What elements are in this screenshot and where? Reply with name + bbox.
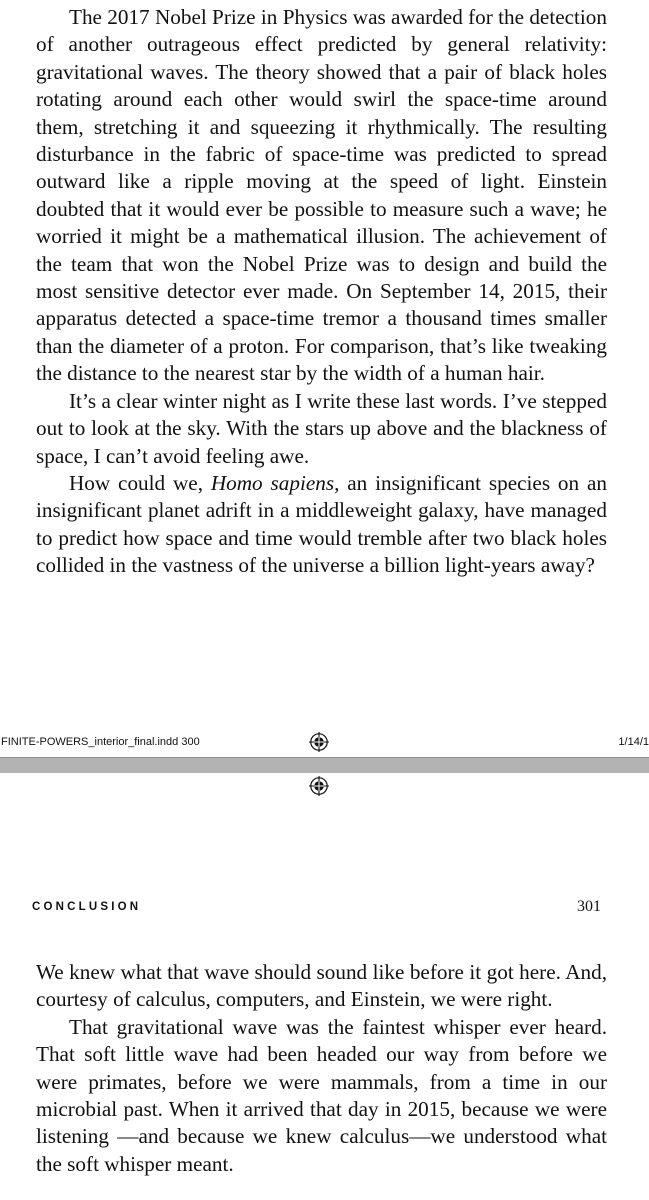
homo-sapiens-italic: Homo sapiens, — [210, 470, 340, 495]
paragraph-faintest-whisper: That gravitational wave was the faintest whisper ever heard. That soft little wave had been headed our way from before we were primates, before we were mammals, from a time in our microbial past. When it arrived that day in 2015, because we were listening —and because we knew calculus—we understood what the soft whisper meant. — [36, 1014, 607, 1176]
paragraph-homo-sapiens-start: How could we, — [69, 470, 211, 495]
page-300-body-text — [36, 4, 607, 580]
page-number: 301 — [577, 898, 601, 915]
page-separator — [0, 757, 649, 773]
paragraph-homo-sapiens — [36, 470, 607, 580]
slug-date: 1/14/1 — [618, 736, 649, 748]
page-301-body-text — [36, 959, 607, 1178]
paragraph-winter-night: It’s a clear winter night as I write these last words. I’ve stepped out to look at the sky. With the stars up above and the blackness of space, I can’t avoid feeling awe. — [36, 388, 607, 468]
paragraph-wave-sound: We knew what that wave should sound like before it got here. And, courtesy of calculus, computers, and Einstein, we were right. — [36, 960, 607, 1012]
paragraph-homo-sapiens-end: an insignificant species on an insignificant planet adrift in a middleweight galaxy, have managed to predict how space and time would tremble after two black holes collided in the vastness of the universe a billion light-years away? — [36, 470, 607, 578]
slug-filename: FINITE-POWERS_interior_final.indd 300 — [1, 736, 200, 748]
registration-crosshair-icon — [309, 776, 329, 796]
running-head: CONCLUSION — [32, 901, 142, 913]
paragraph-nobel-prize: The 2017 Nobel Prize in Physics was awarded for the detection of another outrageous effect predicted by general relativity: gravitational waves. The theory showed that a pair of black holes rotating around each other would swirl the space-time around them, stretching it and squeezing it rhythmically. The resulting disturbance in the fabric of space-time was predicted to spread outward like a ripple moving at the speed of light. Einstein doubted that it would ever be possible to measure such a wave; he worried it might be a mathematical illusion. The achievement of the team that won the Nobel Prize was to design and build the most sensitive detector ever made. On September 14, 2015, their apparatus detected a space-time tremor a thousand times smaller than the diameter of a proton. For comparison, that’s like tweaking the distance to the nearest star by the width of a human hair. — [36, 5, 607, 386]
registration-crosshair-icon — [309, 732, 329, 752]
